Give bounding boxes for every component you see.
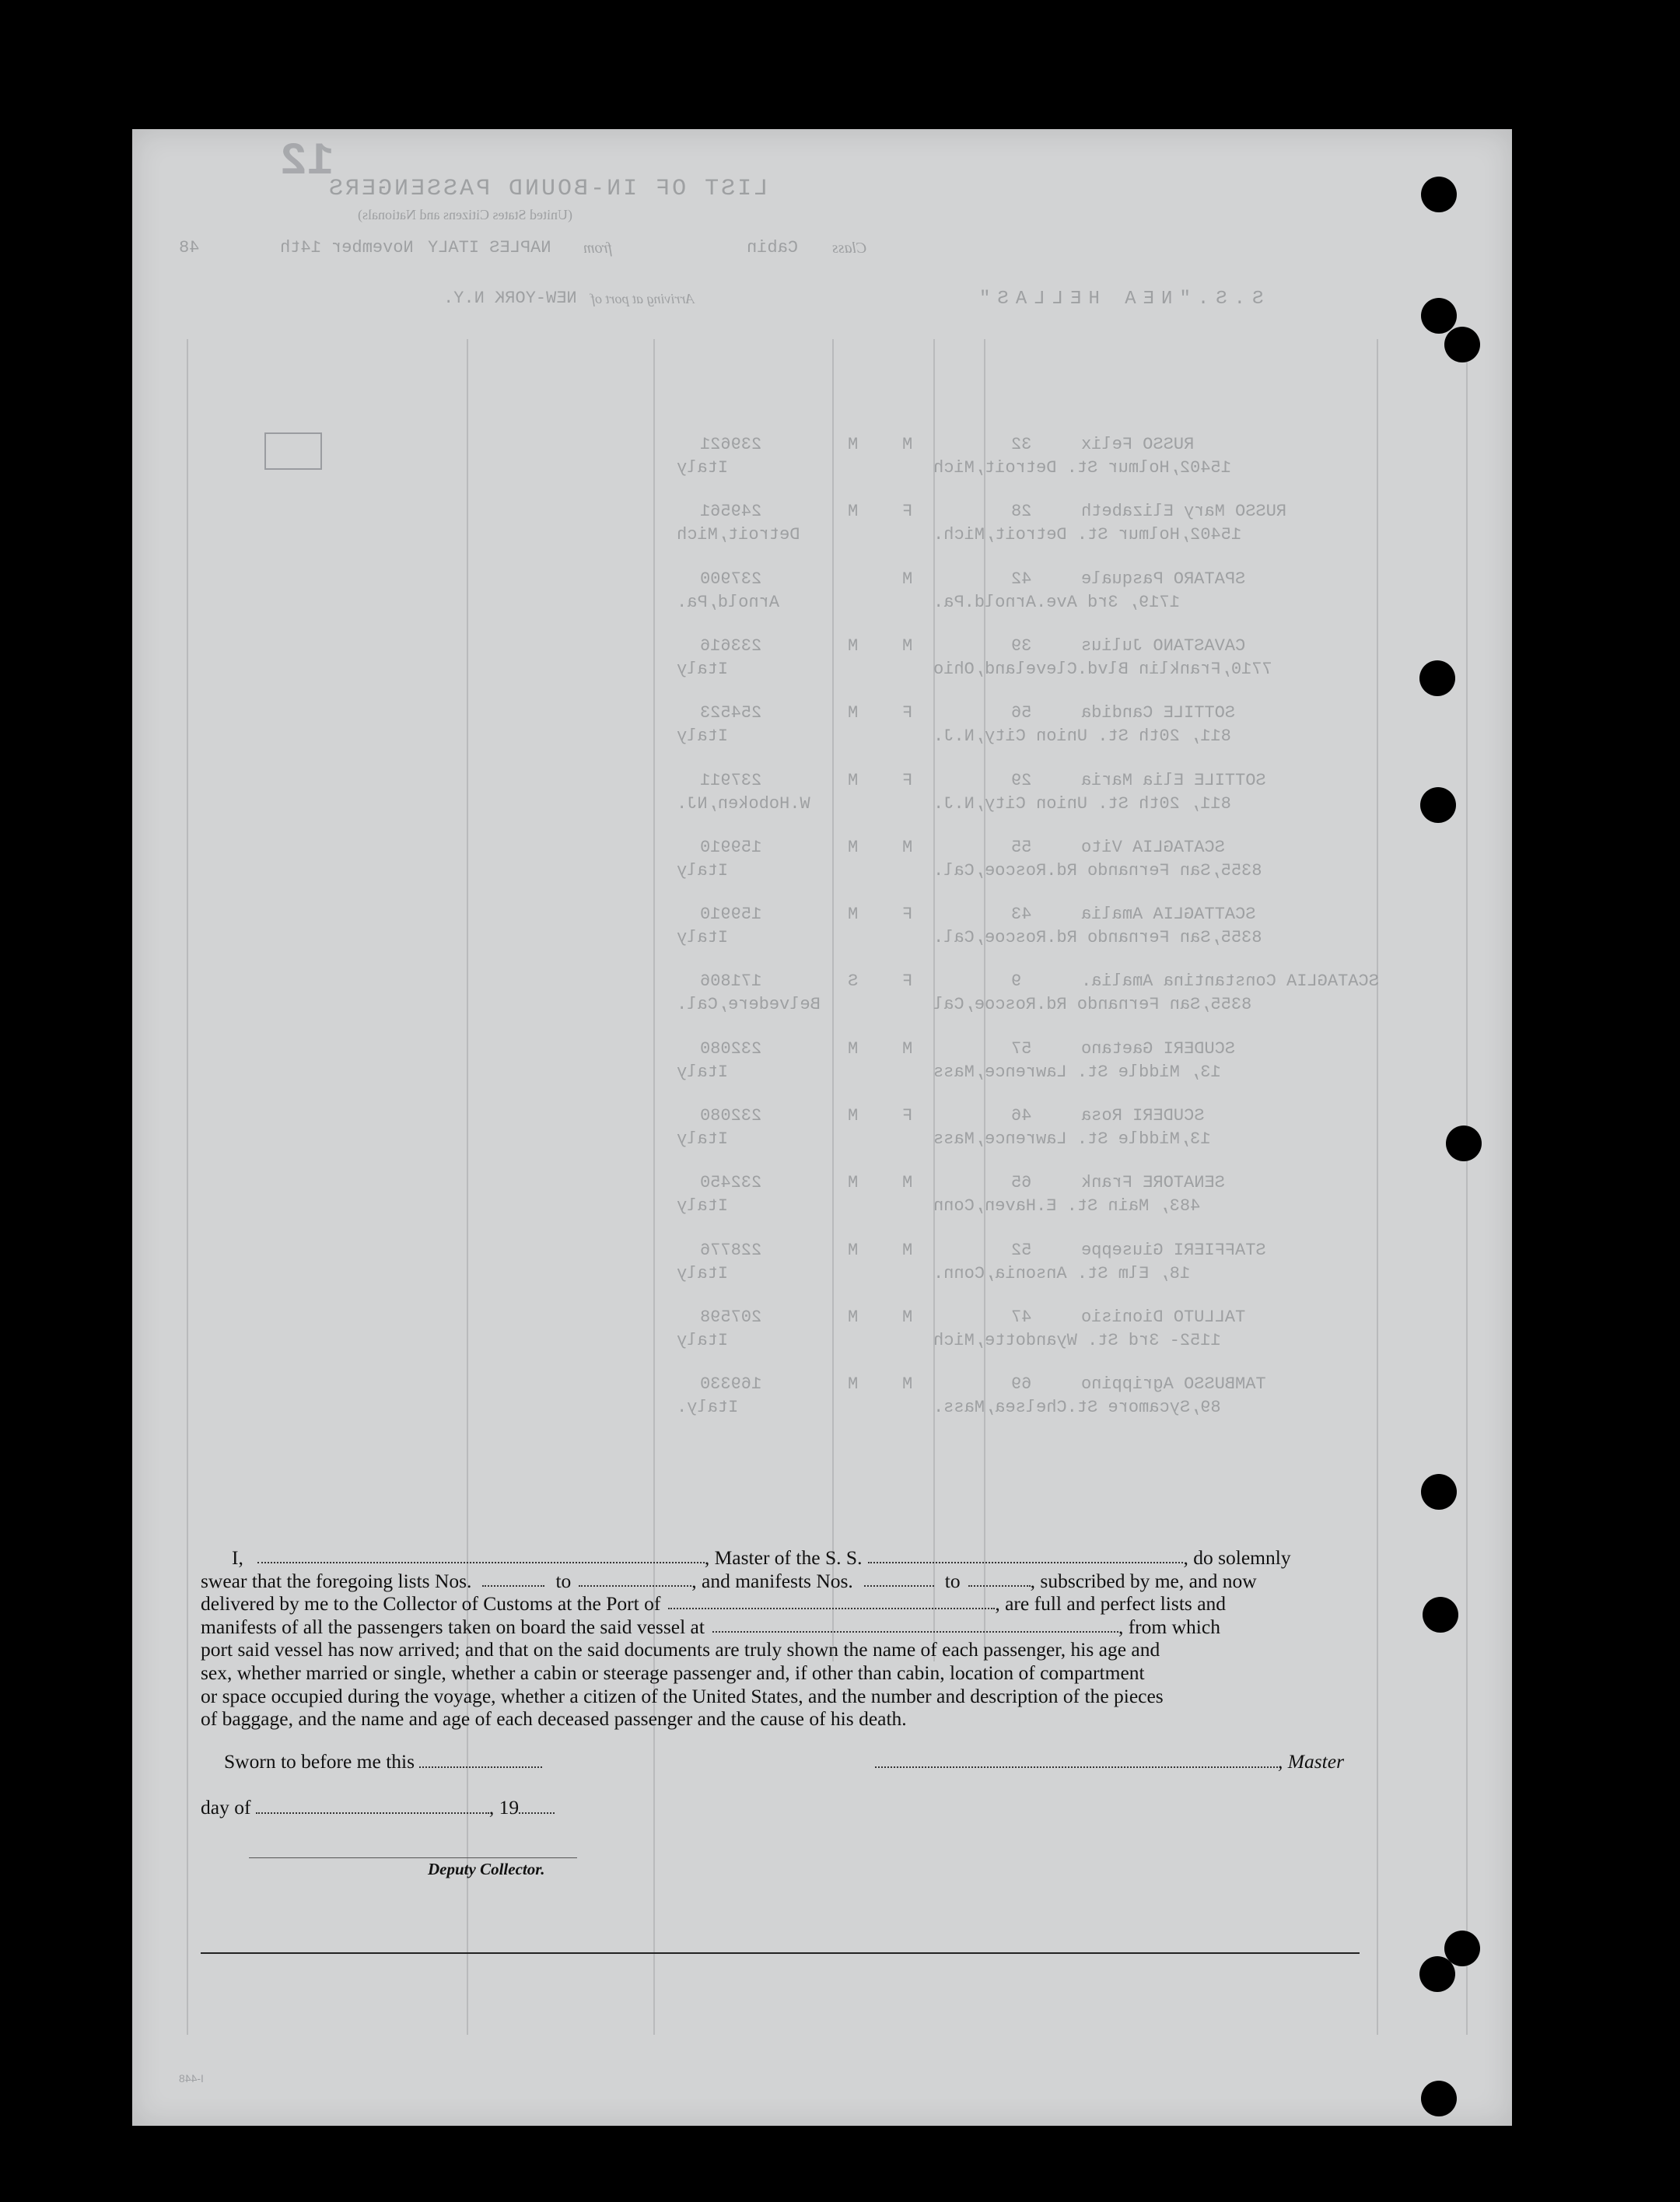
- passenger-address: 13, Middle St. Lawrence,Mass: [933, 1062, 1221, 1082]
- passenger-age: 56: [1011, 703, 1032, 723]
- day-of-label: day of: [201, 1796, 251, 1819]
- vessel-name: S.S."NEA HELLAS": [972, 289, 1264, 310]
- passenger-address: 7710,Franklin Blvd.Cleveland,Ohio: [933, 659, 1272, 679]
- list-title: LIST OF IN-BOUND PASSENGERS: [327, 176, 768, 202]
- oath-text: to: [555, 1569, 572, 1592]
- passenger-address: 13,Middle St. Lawrence,Mass: [933, 1129, 1211, 1149]
- passenger-status: M: [848, 1173, 859, 1193]
- column-rule: [653, 339, 655, 2035]
- passenger-address: 89,Sycamore St.Chelsea,Mass.: [933, 1398, 1221, 1418]
- passenger-place: Italy: [677, 659, 729, 679]
- passenger-sex: F: [902, 703, 913, 723]
- passenger-age: 46: [1011, 1106, 1032, 1126]
- oath-text: , do solemnly: [1183, 1546, 1291, 1569]
- arriving-value: NEW-YORK N.Y.: [443, 289, 577, 308]
- oath-text: port said vessel has now arrived; and that on the said documents are truly shown the name of each passenger, his age and: [201, 1638, 1160, 1661]
- column-rule: [467, 339, 468, 2035]
- passenger-number: 249561: [700, 502, 762, 522]
- passenger-age: 55: [1011, 837, 1032, 857]
- year-label: , 19: [488, 1796, 520, 1819]
- passenger-place: Italy: [677, 1129, 729, 1149]
- class-label: Class: [832, 240, 867, 257]
- passenger-place: Italy: [677, 1330, 729, 1350]
- passenger-number: 233616: [700, 635, 762, 656]
- passenger-place: W.Hoboken,NJ.: [677, 793, 810, 814]
- list-to-blank: [579, 1570, 691, 1587]
- passenger-name: SPATARO Pasquale: [1081, 569, 1246, 589]
- master-signature-line: [875, 1750, 1344, 1773]
- deputy-signature-rule: [249, 1857, 577, 1858]
- passenger-age: 47: [1011, 1307, 1032, 1327]
- passenger-status: S: [848, 971, 859, 992]
- passenger-sex: M: [902, 1307, 913, 1327]
- passenger-address: 1152- 3rd St. Wyandotte,Mich: [933, 1330, 1221, 1350]
- departure-port-blank: [712, 1616, 1118, 1633]
- passenger-age: 32: [1011, 435, 1032, 454]
- oath-text: , Master of the S. S.: [704, 1546, 863, 1569]
- passenger-status: M: [848, 1240, 859, 1260]
- from-value: NAPLES ITALY: [428, 238, 551, 257]
- passenger-sex: F: [902, 905, 913, 925]
- list-from-blank: [482, 1570, 544, 1587]
- passenger-number: 159910: [700, 905, 762, 925]
- column-rule: [832, 339, 834, 1661]
- passenger-sex: M: [902, 435, 913, 454]
- month-blank: [256, 1797, 489, 1814]
- binder-hole: [1444, 327, 1480, 362]
- oath-text: or space occupied during the voyage, whether a citizen of the United States, and the number and description of the pieces: [201, 1684, 1164, 1707]
- passenger-name: SOTTILE Candida: [1081, 703, 1236, 723]
- passenger-name: SCUDERI Gaetano: [1081, 1038, 1236, 1059]
- binder-hole: [1421, 2081, 1457, 2116]
- manifest-from-blank: [864, 1570, 934, 1587]
- passenger-sex: F: [902, 971, 913, 992]
- passenger-place: Arnold,Pa.: [677, 592, 780, 612]
- passenger-sex: M: [902, 635, 913, 656]
- binder-hole: [1419, 1956, 1455, 1992]
- passenger-status: M: [848, 635, 859, 656]
- binder-hole: [1446, 1126, 1482, 1161]
- oath-text: , subscribed by me, and now: [1030, 1569, 1257, 1592]
- passenger-place: Italy: [677, 860, 729, 880]
- passenger-sex: M: [902, 569, 913, 589]
- passenger-name: SOTTILE Elia Maria: [1081, 770, 1266, 790]
- stamp-box: [264, 432, 322, 470]
- passenger-name: SENATORE Frank: [1081, 1173, 1225, 1193]
- column-rule: [1466, 339, 1468, 2035]
- passenger-sex: M: [902, 837, 913, 857]
- passenger-status: M: [848, 1307, 859, 1327]
- passenger-place: Detroit,Mich: [677, 525, 800, 545]
- passenger-status: M: [848, 435, 859, 454]
- date-value: November 14th: [280, 238, 414, 257]
- passenger-number: 237911: [700, 770, 762, 790]
- passenger-address: 8355,San Fernando Rd.Roscoe,Cal.: [933, 860, 1262, 880]
- binder-hole: [1419, 660, 1455, 696]
- port-blank: [668, 1592, 995, 1609]
- passenger-address: 811, 20th St. Union City,N.J.: [933, 793, 1231, 814]
- year-value: 48: [179, 238, 200, 257]
- passenger-sex: M: [902, 1240, 913, 1260]
- passenger-number: 237900: [700, 569, 762, 589]
- passenger-name: SCATAGLIA Constantina Amalia.: [1081, 971, 1379, 992]
- passenger-place: Italy: [677, 1196, 729, 1217]
- deputy-label: Deputy Collector.: [428, 1860, 545, 1878]
- oath-text: delivered by me to the Collector of Customs at the Port of: [201, 1592, 661, 1616]
- passenger-address: 1719, 3rd Ave.Arnold.Pa.: [933, 592, 1180, 612]
- year-blank: [519, 1797, 555, 1814]
- binder-hole: [1421, 177, 1457, 212]
- passenger-name: RUSSO Felix: [1081, 435, 1195, 454]
- passenger-place: Belvedere,Cal.: [677, 995, 821, 1015]
- passenger-number: 171806: [700, 971, 762, 992]
- oath-text: sex, whether married or single, whether a cabin or steerage passenger and, if other than cabin, location of compartment: [201, 1661, 1145, 1684]
- passenger-address: 8355,San Fernando Rd.Roscoe,Cal.: [933, 928, 1262, 948]
- passenger-status: M: [848, 905, 859, 925]
- class-value: Cabin: [747, 238, 799, 257]
- passenger-status: M: [848, 770, 859, 790]
- passenger-age: 39: [1011, 635, 1032, 656]
- passenger-address: 18, Elm St. Ansonia,Conn.: [933, 1263, 1191, 1283]
- passenger-number: 232080: [700, 1106, 762, 1126]
- passenger-place: Italy: [677, 928, 729, 948]
- binder-hole: [1421, 1474, 1457, 1510]
- manifest-page: [132, 129, 1512, 2126]
- passenger-name: STAFFIERI Giuseppe: [1081, 1240, 1266, 1260]
- passenger-number: 239621: [700, 435, 762, 454]
- passenger-place: Italy: [677, 1263, 729, 1283]
- oath-text: swear that the foregoing lists Nos.: [201, 1569, 472, 1592]
- passenger-age: 9: [1011, 971, 1022, 992]
- passenger-status: M: [848, 1038, 859, 1059]
- passenger-name: SCATAGLIA Vito: [1081, 837, 1225, 857]
- passenger-number: 169330: [700, 1374, 762, 1395]
- arriving-label: Arriving at port of: [591, 291, 695, 306]
- passenger-age: 57: [1011, 1038, 1032, 1059]
- manifest-to-blank: [968, 1570, 1031, 1587]
- list-subtitle: (United States Citizens and Nationals): [358, 207, 572, 222]
- passenger-name: SCUDERI Rosa: [1081, 1106, 1205, 1126]
- passenger-sex: M: [902, 1374, 913, 1395]
- passenger-status: M: [848, 837, 859, 857]
- oath-text: , and manifests Nos.: [691, 1569, 853, 1592]
- passenger-place: Italy: [677, 726, 729, 747]
- column-rule: [187, 339, 188, 2035]
- vessel-blank: [868, 1546, 1183, 1563]
- passenger-number: 232080: [700, 1038, 762, 1059]
- oath-text: of baggage, and the name and age of each deceased passenger and the cause of his death.: [201, 1707, 907, 1731]
- oath-text: , from which: [1118, 1615, 1220, 1638]
- passenger-status: M: [848, 502, 859, 522]
- passenger-address: 15402,Holmur St. Detroit,Mich.: [933, 525, 1242, 545]
- day-of-line: [201, 1796, 555, 1819]
- passenger-sex: F: [902, 770, 913, 790]
- column-rule: [1377, 339, 1378, 2035]
- passenger-address: 811, 20th St. Union City,N.J.: [933, 726, 1231, 747]
- binder-hole: [1420, 787, 1456, 823]
- passenger-age: 42: [1011, 569, 1032, 589]
- passenger-place: Italy: [677, 1062, 729, 1082]
- passenger-place: Italy.: [677, 1398, 739, 1418]
- passenger-address: 15402,Holmur St. Detroit,Mich: [933, 458, 1231, 478]
- from-label: from: [583, 240, 613, 257]
- sworn-line: [224, 1750, 542, 1773]
- sworn-label: Sworn to before me this: [224, 1750, 415, 1773]
- list-number: 12: [280, 137, 334, 187]
- passenger-age: 28: [1011, 502, 1032, 522]
- passenger-sex: M: [902, 1038, 913, 1059]
- oath-text: manifests of all the passengers taken on board the said vessel at: [201, 1615, 705, 1638]
- master-name-blank: [257, 1546, 705, 1563]
- sworn-date-blank: [419, 1751, 542, 1768]
- passenger-age: 29: [1011, 770, 1032, 790]
- passenger-sex: F: [902, 1106, 913, 1126]
- passenger-number: 232450: [700, 1173, 762, 1193]
- passenger-name: TALLUTO Dionisio: [1081, 1307, 1246, 1327]
- passenger-number: 228776: [700, 1240, 762, 1260]
- bottom-rule: [201, 1952, 1360, 1954]
- passenger-address: 483, Main St. E.Haven,Conn: [933, 1196, 1201, 1217]
- passenger-age: 52: [1011, 1240, 1032, 1260]
- passenger-status: M: [848, 1374, 859, 1395]
- passenger-number: 254523: [700, 703, 762, 723]
- passenger-status: M: [848, 1106, 859, 1126]
- form-number: I-448: [179, 2072, 204, 2085]
- master-signature-blank: [875, 1751, 1278, 1768]
- oath-i: I,: [232, 1546, 243, 1569]
- passenger-sex: F: [902, 502, 913, 522]
- passenger-status: M: [848, 703, 859, 723]
- passenger-number: 207598: [700, 1307, 762, 1327]
- passenger-number: 159910: [700, 837, 762, 857]
- passenger-sex: M: [902, 1173, 913, 1193]
- passenger-place: Italy: [677, 458, 729, 478]
- binder-hole: [1421, 298, 1457, 334]
- passenger-age: 65: [1011, 1173, 1032, 1193]
- passenger-address: 8355,San Fernando Rd.Roscoe,Cal: [933, 995, 1252, 1015]
- master-label: , Master: [1278, 1750, 1344, 1773]
- oath-paragraph: [201, 1546, 1360, 1731]
- binder-hole: [1423, 1597, 1458, 1633]
- passenger-name: CAVASTANO Julius: [1081, 635, 1246, 656]
- passenger-name: TAMBUSSO Agrippino: [1081, 1374, 1266, 1395]
- passenger-age: 43: [1011, 905, 1032, 925]
- passenger-name: SCATTAGLIA Amalia: [1081, 905, 1256, 925]
- passenger-name: RUSSO Mary Elizabeth: [1081, 502, 1287, 522]
- oath-text: to: [944, 1569, 961, 1592]
- oath-text: , are full and perfect lists and: [995, 1592, 1227, 1616]
- passenger-age: 69: [1011, 1374, 1032, 1395]
